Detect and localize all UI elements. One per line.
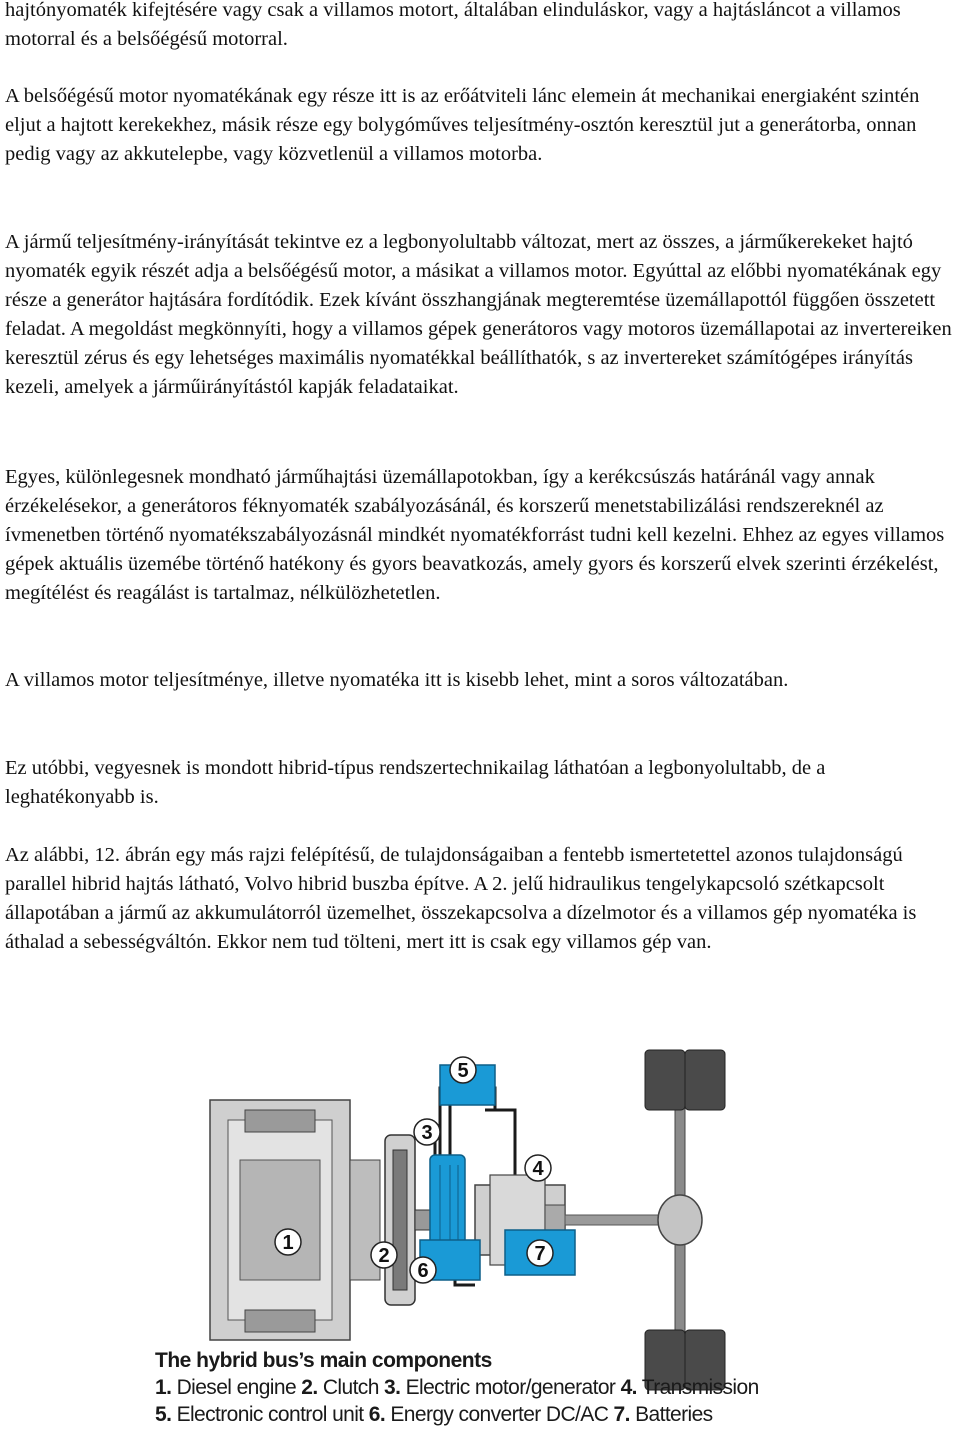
caption-label: Diesel engine bbox=[176, 1376, 297, 1399]
paragraph-1: hajtónyomaték kifejtésére vagy csak a villamos motort, általában elinduláskor, vagy a hajtásláncot a villamos motorral és a belsőégésű motorral. bbox=[5, 0, 901, 50]
caption-num: 2. bbox=[301, 1376, 318, 1399]
marker-5-label: 5 bbox=[457, 1060, 469, 1082]
caption-label: Electronic control unit bbox=[176, 1403, 364, 1426]
caption-label: Electric motor/generator bbox=[405, 1376, 616, 1399]
marker-7-label: 7 bbox=[534, 1243, 546, 1265]
caption-num: 7. bbox=[613, 1403, 630, 1426]
paragraph-4: Egyes, különlegesnek mondható járműhajtási üzemállapotokban, így a kerékcsúszás határánál vagy annak érzékelésekor, a generátoros féknyomaték szabályozásánál, és korszerű menetstabilizálási rendszereknél az ívmenetben történő nyomatékszabályozásnál mindkét nyomatékforrást tudni kell kezelni. Ehhez az egyes villamos gépek aktuális üzemébe történő hatékony és gyors beavatkozás, amely gyors és korszerű elvek szerinti érzékelést, megítélést és reagálást is tartalmaz, nélkülözhetetlen. bbox=[5, 466, 945, 604]
figure-caption bbox=[155, 1348, 855, 1428]
caption-num: 6. bbox=[368, 1403, 386, 1426]
caption-line-1 bbox=[155, 1374, 855, 1401]
marker-2-label: 2 bbox=[378, 1245, 390, 1267]
marker-2 bbox=[371, 1242, 397, 1268]
caption-num: 4. bbox=[620, 1376, 637, 1399]
caption-title: The hybrid bus’s main components bbox=[155, 1349, 492, 1372]
paragraph-5: A villamos motor teljesítménye, illetve nyomatéka itt is kisebb lehet, mint a soros változatában. bbox=[5, 669, 789, 691]
marker-4-label: 4 bbox=[532, 1158, 544, 1180]
paragraph-2: A belsőégésű motor nyomatékának egy része itt is az erőátviteli lánc elemein át mechanikai energiaként szintén eljut a hajtott kerekekhez, másik része egy bolygóműves teljesítmény-osztón keresztül jut a generátorba, onnan pedig vagy az akkutelepbe, vagy közvetlenül a villamos motorba. bbox=[5, 85, 920, 165]
caption-num: 5. bbox=[155, 1403, 172, 1426]
paragraph-7: Az alábbi, 12. ábrán egy más rajzi felépítésű, de tulajdonságaiban a fentebb ismertetettel azonos tulajdonságú parallel hibrid hajtás látható, Volvo hibrid buszba építve. A 2. jelű hidraulikus tengelykapcsoló szétkapcsolt állapotában a jármű az akkumulátorról üzemelhet, összekapcsolva a dízelmotor és a villamos gép nyomatéka is áthalad a sebességváltón. Ekkor nem tud tölteni, mert itt is csak egy villamos gép van. bbox=[5, 844, 917, 953]
marker-6 bbox=[410, 1257, 436, 1283]
caption-label: Batteries bbox=[635, 1403, 713, 1426]
drive-axle bbox=[565, 1050, 725, 1390]
diesel-engine bbox=[210, 1100, 380, 1340]
marker-1-label: 1 bbox=[282, 1232, 294, 1254]
marker-1 bbox=[275, 1229, 301, 1255]
paragraph-3: A jármű teljesítmény-irányítását tekintve ez a legbonyolultabb változat, mert az összes, a járműkerekeket hajtó nyomaték egyik részét adja a belsőégésű motor, a másikat a villamos motor. Egyúttal az előbbi nyomatékának egy része a generátor hajtására fordítódik. Ezek kívánt összhangjának megteremtése üzemállapottól függően összetett feladat. A megoldást megkönnyíti, hogy a villamos gépek generátoros vagy motoros üzemállapotai az invertereiken keresztül zérus és egy lehetséges maximális nyomatékkal beállíthatók, s az invertereket számítógépes irányítás kezeli, amelyek a járműirányítástól kapják feladataikat. bbox=[5, 231, 952, 398]
caption-num: 1. bbox=[155, 1376, 172, 1399]
marker-6-label: 6 bbox=[417, 1260, 429, 1282]
caption-label: Energy converter DC/AC bbox=[390, 1403, 609, 1426]
caption-line-2 bbox=[155, 1401, 855, 1428]
caption-label: Transmission bbox=[641, 1376, 759, 1399]
marker-3 bbox=[414, 1119, 440, 1145]
paragraph-6: Ez utóbbi, vegyesnek is mondott hibrid-típus rendszertechnikailag láthatóan a legbonyolultabb, de a leghatékonyabb is. bbox=[5, 757, 826, 808]
marker-5 bbox=[450, 1057, 476, 1083]
hybrid-bus-diagram bbox=[150, 1040, 750, 1400]
caption-label: Clutch bbox=[322, 1376, 379, 1399]
caption-num: 3. bbox=[384, 1376, 401, 1399]
marker-3-label: 3 bbox=[421, 1122, 433, 1144]
marker-4 bbox=[525, 1155, 551, 1181]
marker-7 bbox=[527, 1240, 553, 1266]
